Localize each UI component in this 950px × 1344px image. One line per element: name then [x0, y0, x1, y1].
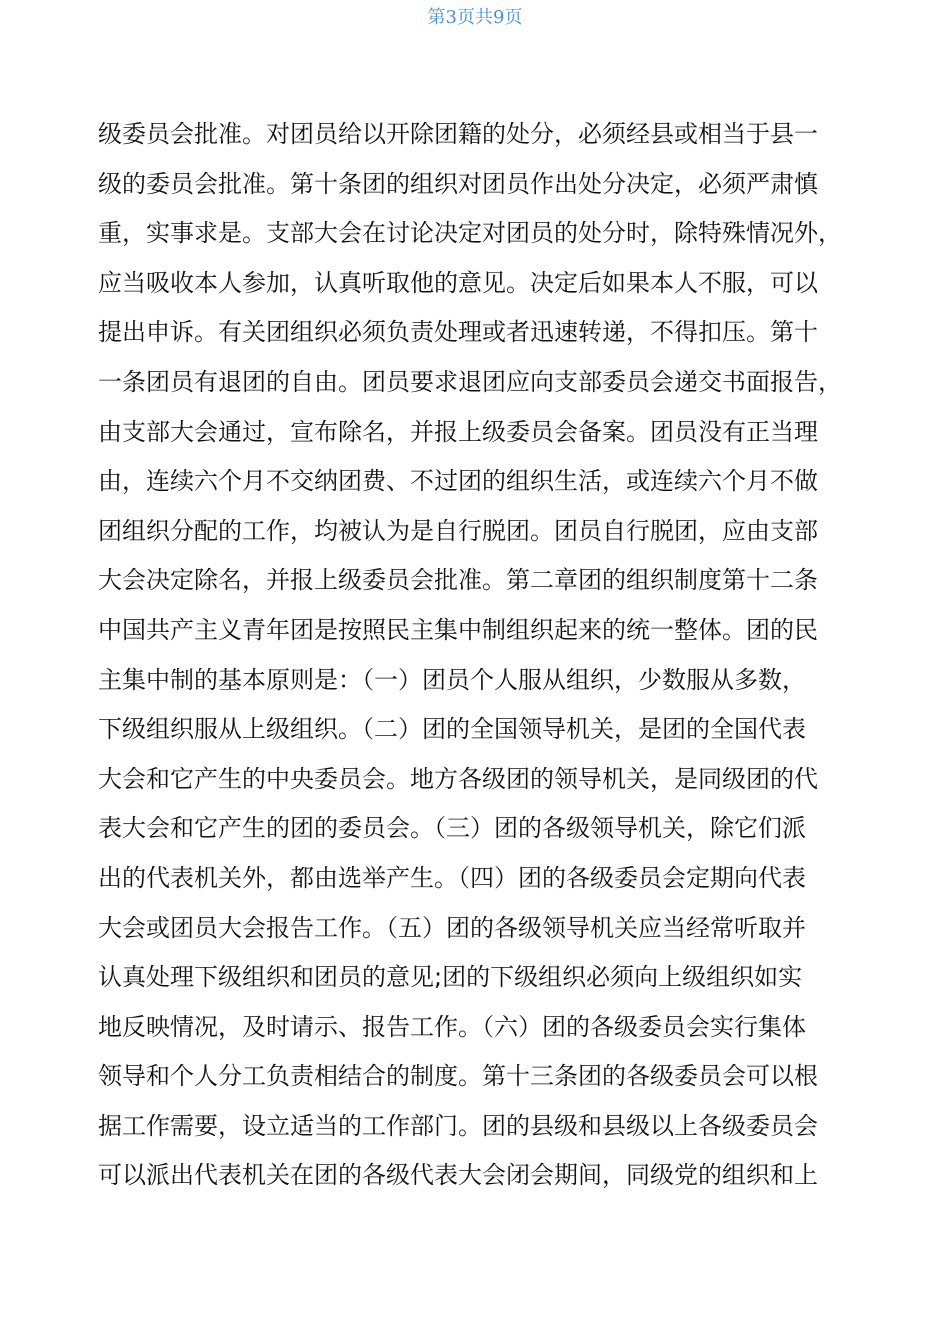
- text-line: 一条团员有退团的自由。团员要求退团应向支部委员会递交书面报告，: [98, 367, 842, 396]
- document-body: [98, 110, 858, 1201]
- text-line: 大会决定除名，并报上级委员会批准。第二章团的组织制度第十二条: [98, 566, 818, 595]
- page-indicator: 第3页共9页: [427, 7, 523, 28]
- text-line: 大会或团员大会报告工作。（五）团的各级领导机关应当经常听取并: [98, 913, 806, 942]
- text-line: 团组织分配的工作，均被认为是自行脱团。团员自行脱团，应由支部: [98, 516, 818, 545]
- text-line: 主集中制的基本原则是：（一）团员个人服从组织，少数服从多数，: [98, 665, 806, 694]
- text-line: 大会和它产生的中央委员会。地方各级团的领导机关，是同级团的代: [98, 764, 818, 793]
- text-line: 可以派出代表机关在团的各级代表大会闭会期间，同级党的组织和上: [98, 1161, 818, 1190]
- text-line: 据工作需要，设立适当的工作部门。团的县级和县级以上各级委员会: [98, 1111, 818, 1140]
- text-line: 地反映情况，及时请示、报告工作。（六）团的各级委员会实行集体: [98, 1012, 806, 1041]
- text-line: 级委员会批准。对团员给以开除团籍的处分，必须经县或相当于县一: [98, 120, 818, 148]
- text-line: 表大会和它产生的团的委员会。（三）团的各级领导机关，除它们派: [98, 814, 806, 843]
- text-line: 级的委员会批准。第十条团的组织对团员作出处分决定，必须严肃慎: [98, 169, 818, 198]
- text-line: 认真处理下级组织和团员的意见;团的下级组织必须向上级组织如实: [98, 963, 803, 992]
- text-line: 出的代表机关外，都由选举产生。（四）团的各级委员会定期向代表: [98, 863, 806, 892]
- text-line: 领导和个人分工负责相结合的制度。第十三条团的各级委员会可以根: [98, 1062, 818, 1091]
- text-line: 由，连续六个月不交纳团费、不过团的组织生活，或连续六个月不做: [98, 467, 818, 496]
- text-line: 重，实事求是。支部大会在讨论决定对团员的处分时，除特殊情况外，: [98, 219, 842, 248]
- text-line: 中国共产主义青年团是按照民主集中制组织起来的统一整体。团的民: [98, 615, 818, 644]
- text-line: 下级组织服从上级组织。（二）团的全国领导机关，是团的全国代表: [98, 715, 806, 744]
- text-line: 应当吸收本人参加，认真听取他的意见。决定后如果本人不服，可以: [98, 268, 818, 297]
- text-line: 由支部大会通过，宣布除名，并报上级委员会备案。团员没有正当理: [98, 417, 818, 446]
- text-line: 提出申诉。有关团组织必须负责处理或者迅速转递，不得扣压。第十: [98, 318, 818, 347]
